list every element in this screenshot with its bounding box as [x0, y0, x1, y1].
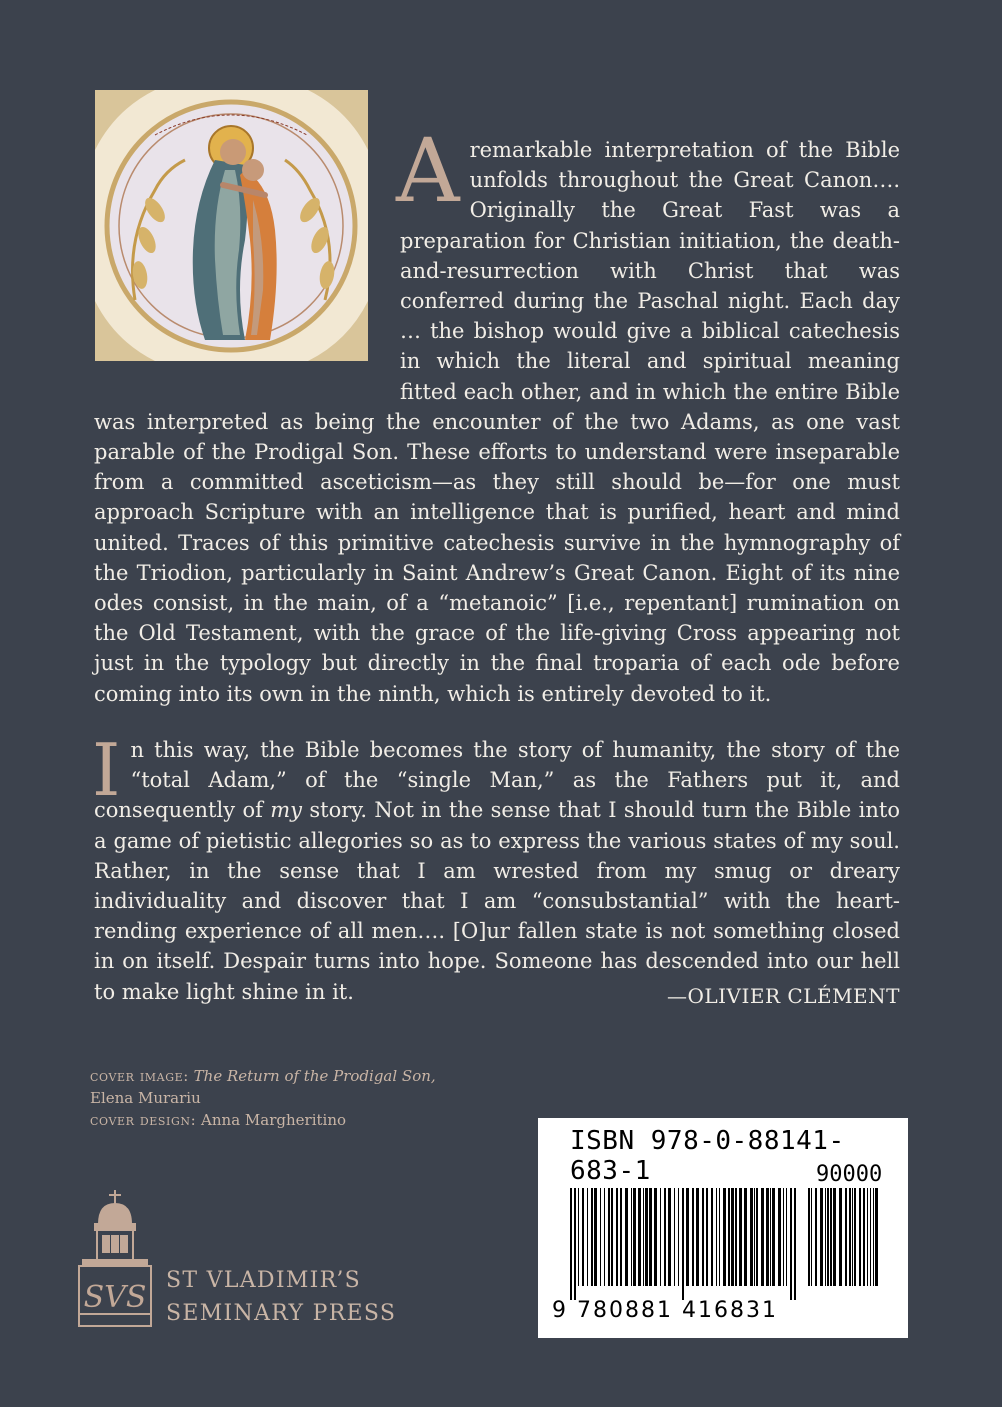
barcode-bar	[815, 1188, 817, 1286]
barcode-bar	[845, 1188, 847, 1286]
paragraph-2-emphasis: my	[270, 798, 303, 823]
barcode-bar	[711, 1188, 713, 1286]
barcode-bar	[811, 1188, 812, 1286]
barcode-bar	[633, 1188, 636, 1286]
barcode-bar	[600, 1188, 601, 1286]
barcode-bar	[587, 1188, 588, 1286]
barcode-bar	[750, 1188, 753, 1286]
barcode-bar	[625, 1188, 628, 1286]
barcode-bar	[859, 1188, 861, 1286]
barcode-bar	[870, 1188, 871, 1286]
barcode-bar	[754, 1188, 755, 1286]
barcode-bar	[611, 1188, 613, 1286]
barcode-bar	[674, 1188, 675, 1286]
dropcap-i: I	[92, 728, 121, 812]
barcode-bar	[654, 1188, 657, 1286]
price-code: 90000	[816, 1162, 883, 1187]
barcode-bar	[668, 1188, 671, 1286]
barcode-bar	[852, 1188, 853, 1286]
barcode-bar	[702, 1188, 704, 1286]
barcode-bar	[682, 1188, 684, 1300]
barcode-bar	[875, 1188, 878, 1286]
barcode-bar	[582, 1188, 584, 1286]
barcode-bar	[664, 1188, 666, 1286]
barcode-bar	[766, 1188, 769, 1286]
barcode-bar	[744, 1188, 747, 1286]
quote-attribution: —OLIVIER CLÉMENT	[666, 984, 900, 1008]
barcode-bar	[827, 1188, 829, 1286]
barcode-bar	[604, 1188, 605, 1286]
barcode-bar	[772, 1188, 775, 1286]
barcode-bar	[638, 1188, 641, 1286]
barcode-bar	[574, 1188, 576, 1300]
barcode-bar	[794, 1188, 796, 1300]
barcode-bar	[678, 1188, 679, 1286]
isbn-number: ISBN 978-0-88141-683-1	[570, 1126, 845, 1186]
barcode-bar	[570, 1188, 572, 1300]
cover-credits	[90, 1065, 436, 1131]
barcode-bar	[820, 1188, 823, 1286]
barcode-bar	[660, 1188, 661, 1286]
svg-text:SVS: SVS	[83, 1280, 147, 1315]
cover-image-credit	[90, 1065, 436, 1087]
barcode-bar	[696, 1188, 699, 1286]
barcode-bar	[578, 1188, 579, 1286]
cover-design-credit	[90, 1109, 436, 1131]
barcode-bar	[716, 1188, 717, 1286]
barcode-bar	[867, 1188, 868, 1286]
publisher-name	[166, 1264, 396, 1330]
barcode-bar	[631, 1188, 632, 1286]
barcode-bar	[761, 1188, 764, 1286]
publisher-name-line1: ST VLADIMIR’S	[166, 1268, 361, 1293]
barcode-bar	[770, 1188, 771, 1286]
publisher-name-line2: SEMINARY PRESS	[166, 1301, 397, 1326]
paragraph-2-text-after: story. Not in the sense that I should turn the Bible into a game of pietistic allegories so as to express the various states of my soul. Rather, in the sense that I am wrested from my smug or dreary individuality and discover that I am “consubstantial” with the heart-rending experience of all men…. [O]ur fallen state is not something closed in on itself. Despair turns into hope. Someone has descended into our hell to make light shine in it.	[94, 798, 901, 1004]
barcode-bar	[706, 1188, 708, 1286]
isbn-barcode-box	[538, 1118, 908, 1338]
barcode-bar	[830, 1188, 832, 1286]
barcode-bar	[594, 1188, 597, 1286]
barcode-bar	[591, 1188, 593, 1286]
barcode-bar	[854, 1188, 856, 1286]
cover-design-label: cover design:	[90, 1111, 197, 1129]
barcode-bar	[825, 1188, 826, 1286]
cover-image-label: cover image:	[90, 1067, 189, 1085]
barcode-bar	[739, 1188, 742, 1286]
quote-paragraph-1	[94, 119, 900, 709]
barcode-bar	[849, 1188, 851, 1286]
barcode-bar	[723, 1188, 726, 1286]
barcode-bar	[649, 1188, 652, 1286]
barcode-bar	[608, 1188, 610, 1286]
barcode-bar	[833, 1188, 836, 1286]
barcode-bar	[863, 1188, 865, 1286]
barcode-bar	[731, 1188, 734, 1286]
barcode-icon	[570, 1188, 878, 1300]
barcode-bar	[728, 1188, 730, 1286]
barcode-bar	[620, 1188, 622, 1286]
barcode-bar	[756, 1188, 758, 1286]
barcode-bar	[790, 1188, 792, 1300]
barcode-bar	[778, 1188, 781, 1286]
barcode-bar	[786, 1188, 787, 1286]
quote-paragraph-2	[92, 728, 901, 1007]
barcode-bar	[873, 1188, 874, 1286]
cover-image-title: The Return of the Prodigal Son,	[193, 1067, 436, 1085]
barcode-bar	[645, 1188, 648, 1286]
barcode-bar	[808, 1188, 810, 1286]
cover-design-name: Anna Margheritino	[201, 1111, 347, 1129]
dropcap-a: A	[396, 119, 460, 222]
barcode-digits: 9 780881 416831	[552, 1298, 778, 1323]
publisher-logo-icon	[75, 1190, 155, 1330]
barcode-bar	[616, 1188, 618, 1286]
barcode-bar	[735, 1188, 737, 1286]
cover-image-artist: Elena Murariu	[90, 1089, 201, 1107]
barcode-bar	[783, 1188, 784, 1286]
barcode-bar	[692, 1188, 694, 1286]
image-float-spacer	[94, 135, 400, 377]
paragraph-2-text-before: n this way, the Bible becomes the story of humanity, the story of the “total Adam,” of the “single Man,” as the Fathers put it, and consequently of	[94, 738, 900, 823]
paragraph-1-text: remarkable interpretation of the Bible unfolds throughout the Great Canon…. Originally the Great Fast was a preparation for Christian initiation, the death-and-resurrection with Christ that was conferred during the Paschal night. Each day … the bishop would give a biblical catechesis in which the literal and spiritual meaning fitted each other, and in which the entire Bible was interpreted as being the encounter of the two Adams, as one vast parable of the Prodigal Son. These efforts to understand were inseparable from a committed asceticism—as they still should be—for one must approach Scripture with an intelligence that is purified, heart and mind united. Traces of this primitive catechesis survive in the hymnography of the Triodion, particularly in Saint Andrew’s Great Canon. Eight of its nine odes consist, in the main, of a “metanoic” [i.e., repentant] rumination on the Old Testament, with the grace of the life-giving Cross appearing not just in the typology but directly in the final troparia of each ode before coming into its own in the ninth, which is entirely devoted to it.	[94, 138, 900, 706]
barcode-bar	[643, 1188, 644, 1286]
barcode-bar	[839, 1188, 842, 1286]
barcode-bar	[719, 1188, 720, 1286]
barcode-bar	[686, 1188, 689, 1286]
